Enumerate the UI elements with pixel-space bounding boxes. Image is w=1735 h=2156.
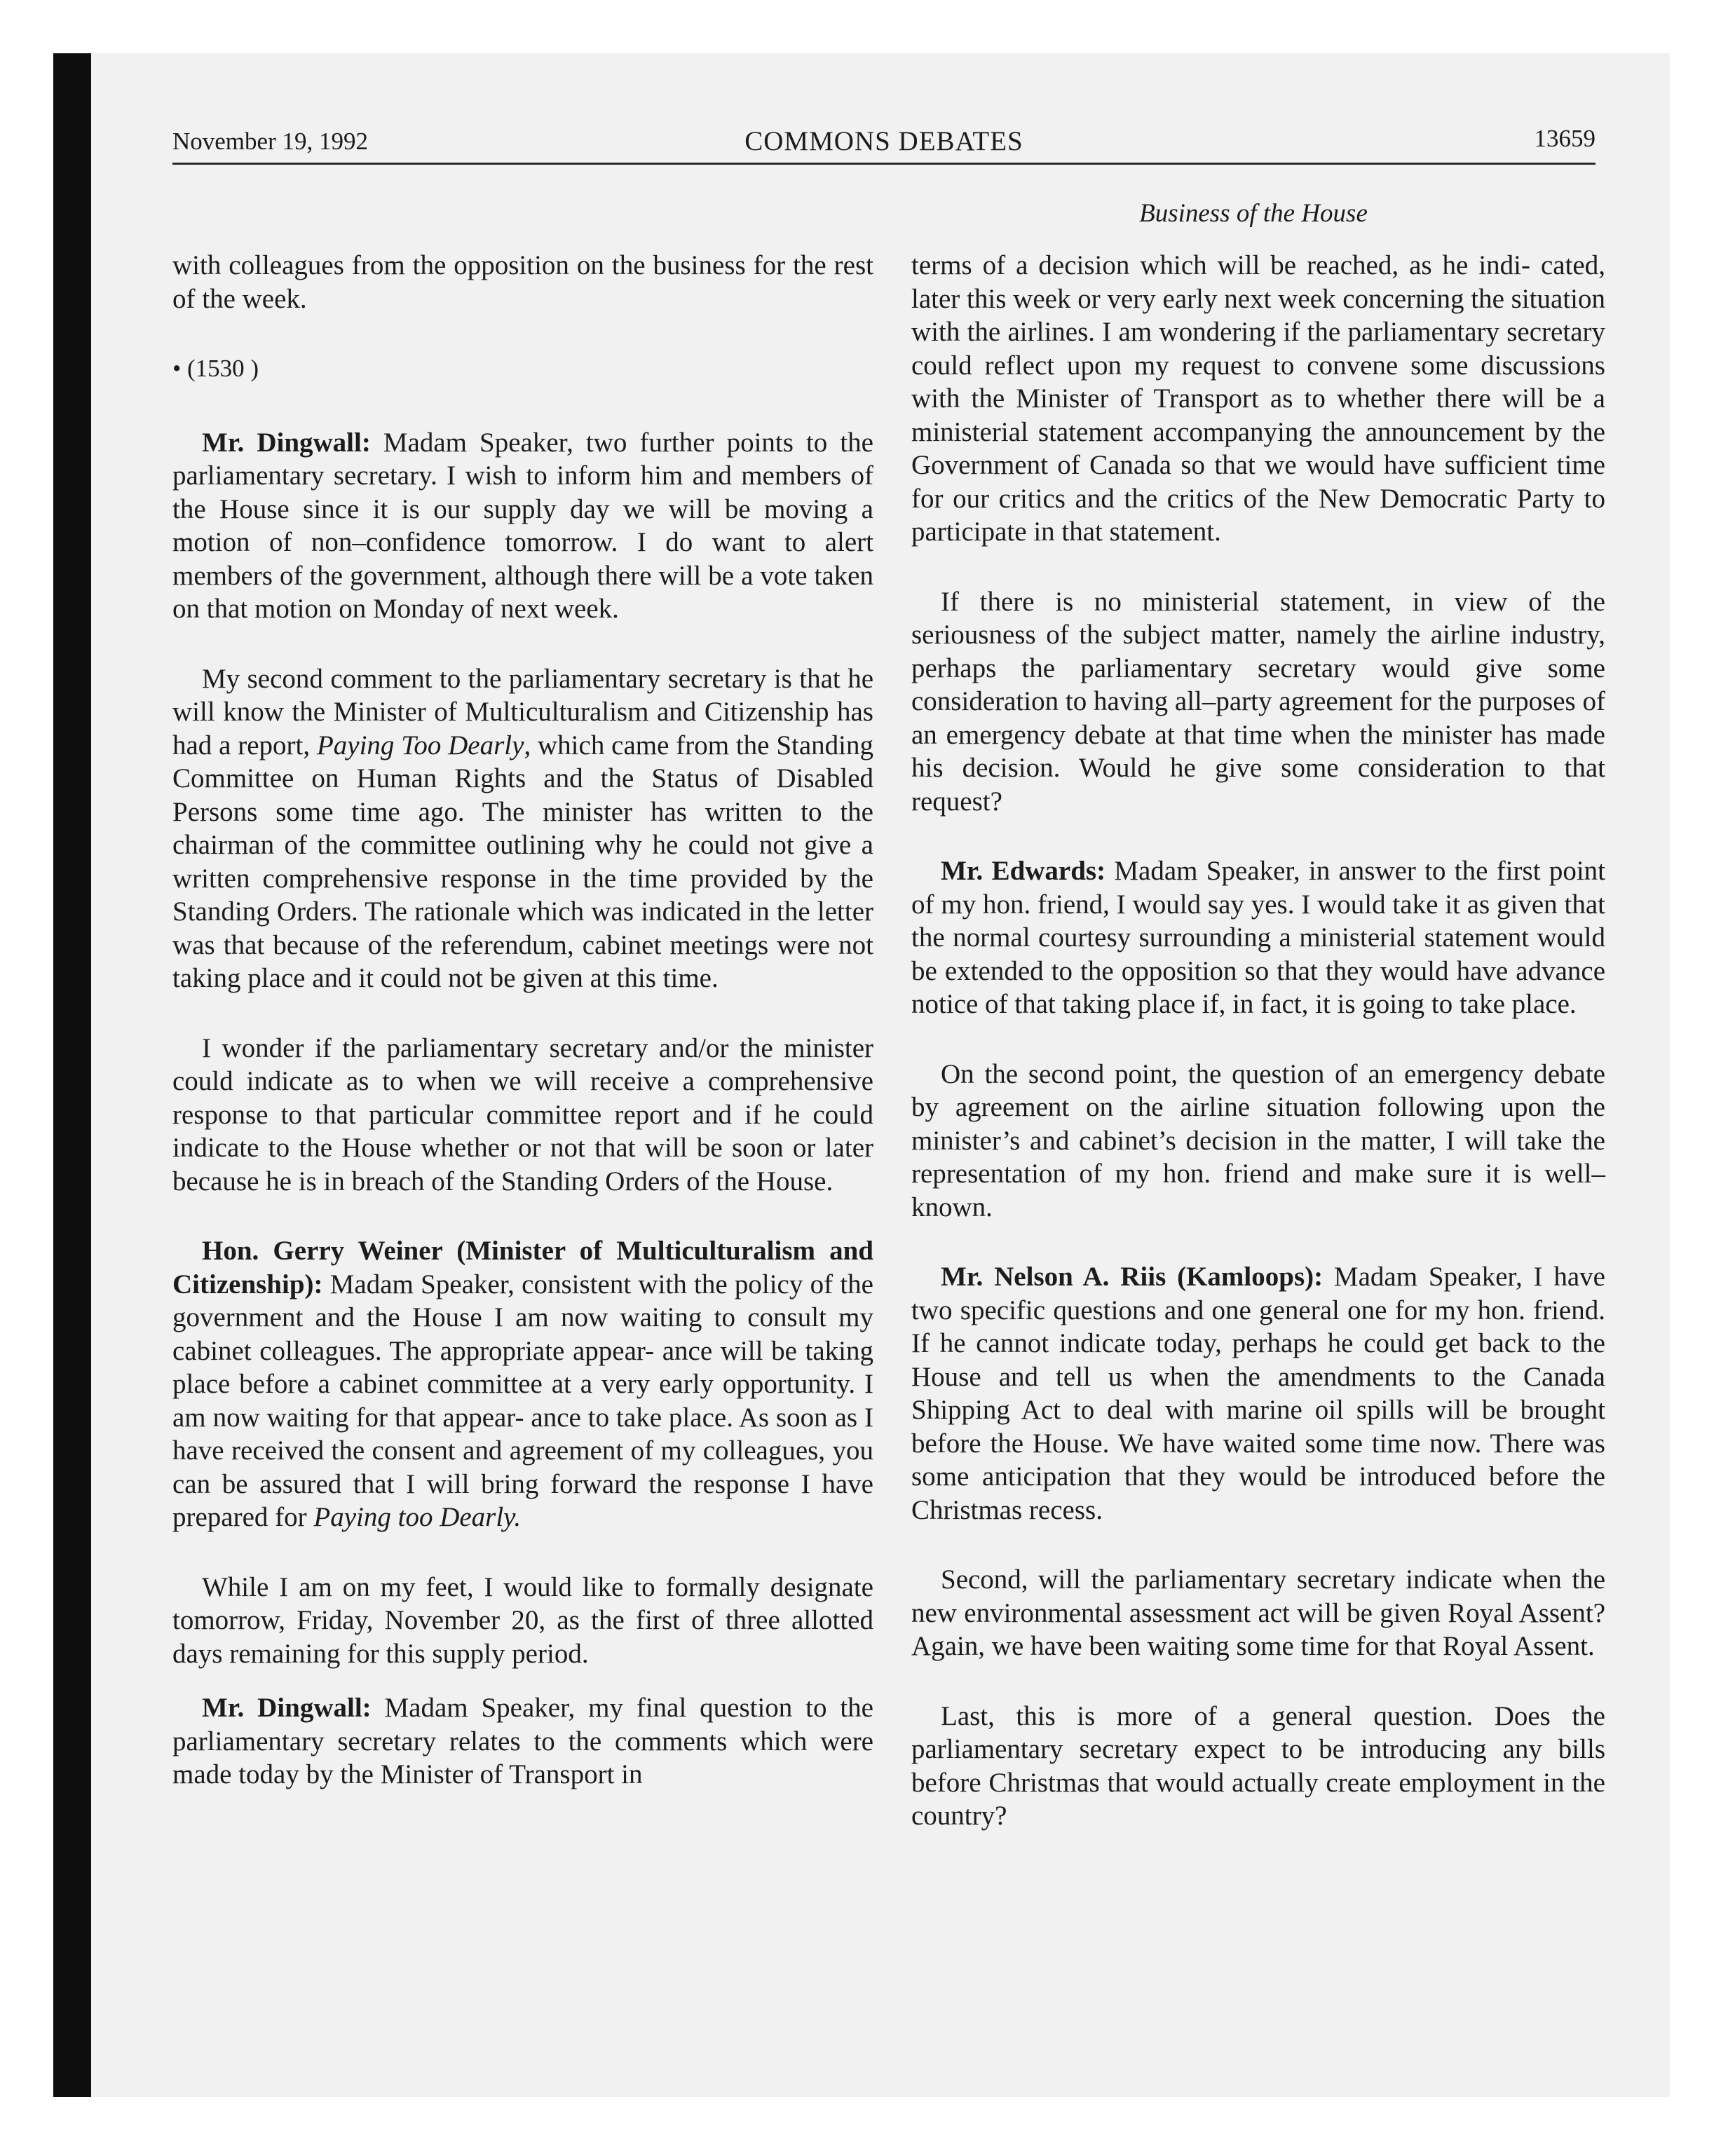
speech-text: Madam Speaker, two further points to the parliamentary secretary. I wish to inform him and members of the House since it is our supply day we will be moving a motion of non–confidence tomorrow. I do want to alert members of the government, although there will be a vote taken on that motion on Monday of next week. (172, 427, 873, 624)
report-title: Paying too Dearly. (313, 1502, 522, 1532)
speaker-name: Mr. Edwards: (941, 856, 1106, 886)
paragraph: with colleagues from the opposition on the business for the rest of the week. (172, 250, 873, 314)
report-title: Paying Too Dearly (316, 730, 524, 760)
speech-text: , which came from the Standing Committee on Human Rights and the Status of Disabled Persons some time ago. The minister has written to the chairman of the committee outlining why he could not give a written comprehensive response in the time provided by the Standing Orders. The rationale which was indicated in the letter was that because of the referendum, cabinet meetings were not taking place and it could not be given at this time. (172, 730, 873, 993)
header-date: November 19, 1992 (172, 128, 368, 155)
speech-text: Madam Speaker, my final question to the parliamentary secretary relates to the comments which were made today by the Minister of Transport in (172, 1693, 873, 1789)
right-column (911, 249, 1605, 1869)
speaker-name: Mr. Dingwall: (202, 427, 371, 458)
speech-text: Madam Speaker, consistent with the policy of the government and the House I am now waiting to consult my cabinet colleagues. The appropriate appear- ance will be taking place before a cabinet committee at a very early opportunity. I am now waiting for that appear- ance to take place. As soon as I have received the consent and agreement of my colleagues, you can be assured that I will bring forward the response I have prepared for (172, 1269, 873, 1532)
section-heading: Business of the House (1139, 199, 1368, 228)
speaker-name: Mr. Dingwall: (202, 1693, 372, 1723)
paragraph (911, 1260, 1605, 1527)
header-page-number: 13659 (1534, 125, 1595, 152)
scan-edge-shadow (53, 53, 91, 2097)
time-marker: • (1530 ) (172, 355, 259, 382)
page-header (172, 118, 1595, 165)
speech-text: Madam Speaker, in answer to the first point of my hon. friend, I would say yes. I would take it as given that the normal courtesy surrounding a ministerial statement would be extended to the opposition so that they would have advance notice of that taking place if, in fact, it is going to take place. (911, 856, 1605, 1019)
speaker-name: Hon. Gerry Weiner (Minister of Multiculturalism and Citizenship): (172, 1236, 873, 1299)
paragraph: terms of a decision which will be reached, as he indi- cated, later this week or very early next week concerning the situation with the airlines. I am wondering if the parliamentary secretary could reflect upon my request to convene some discussions with the Minister of Transport as to whether there will be a ministerial statement accompanying the announcement by the Government of Canada so that we would have sufficient time for our critics and the critics of the New Democratic Party to participate in that statement. (911, 250, 1605, 547)
paragraph: If there is no ministerial statement, in view of the seriousness of the subject matter, namely the airline industry, perhaps the parliamentary secretary would give some consideration to having all–party agreement for the purposes of an emergency debate at that time when the minister has made his decision. Would he give some consideration to that request? (911, 586, 1605, 817)
speech-text: Madam Speaker, I have two specific questions and one general one for my hon. friend. If he cannot indicate today, perhaps he could get back to the House and tell us when the amendments to the Canada Shipping Act to deal with marine oil spills will be brought before the House. We have waited some time now. There was some anticipation that they would be introduced before the Christmas recess. (911, 1262, 1605, 1525)
paragraph (172, 1234, 873, 1534)
paragraph: While I am on my feet, I would like to formally designate tomorrow, Friday, November 20, as the first of three allotted days remaining for this supply period. (172, 1571, 873, 1669)
speaker-name: Mr. Nelson A. Riis (Kamloops): (941, 1262, 1324, 1292)
paragraph: Second, will the parliamentary secretary indicate when the new environmental assessment act will be given Royal Assent? Again, we have been waiting some time for that Royal Assent. (911, 1564, 1605, 1661)
header-title: COMMONS DEBATES (744, 126, 1023, 156)
paragraph: On the second point, the question of an emergency debate by agreement on the airline situation following upon the minister’s and cabinet’s decision in the matter, I will take the representation of my hon. friend and make sure it is well–known. (911, 1058, 1605, 1222)
paragraph: I wonder if the parliamentary secretary and/or the minister could indicate as to when we will receive a comprehensive response to that particular committee report and if he could indicate to the House whether or not that will be soon or later because he is in breach of the Standing Orders of the House. (172, 1032, 873, 1196)
paragraph (172, 426, 873, 626)
paragraph (911, 854, 1605, 1021)
paragraph: Last, this is more of a general question. Does the parliamentary secretary expect to be introducing any bills before Christmas that would actually create employment in the country? (911, 1700, 1605, 1831)
paragraph (172, 1691, 873, 1792)
left-column (172, 249, 873, 1828)
paragraph (172, 662, 873, 995)
speech-text: My second comment to the parliamentary secretary is that he will know the Minister of Multiculturalism and Citizenship has had a report, (172, 663, 873, 760)
